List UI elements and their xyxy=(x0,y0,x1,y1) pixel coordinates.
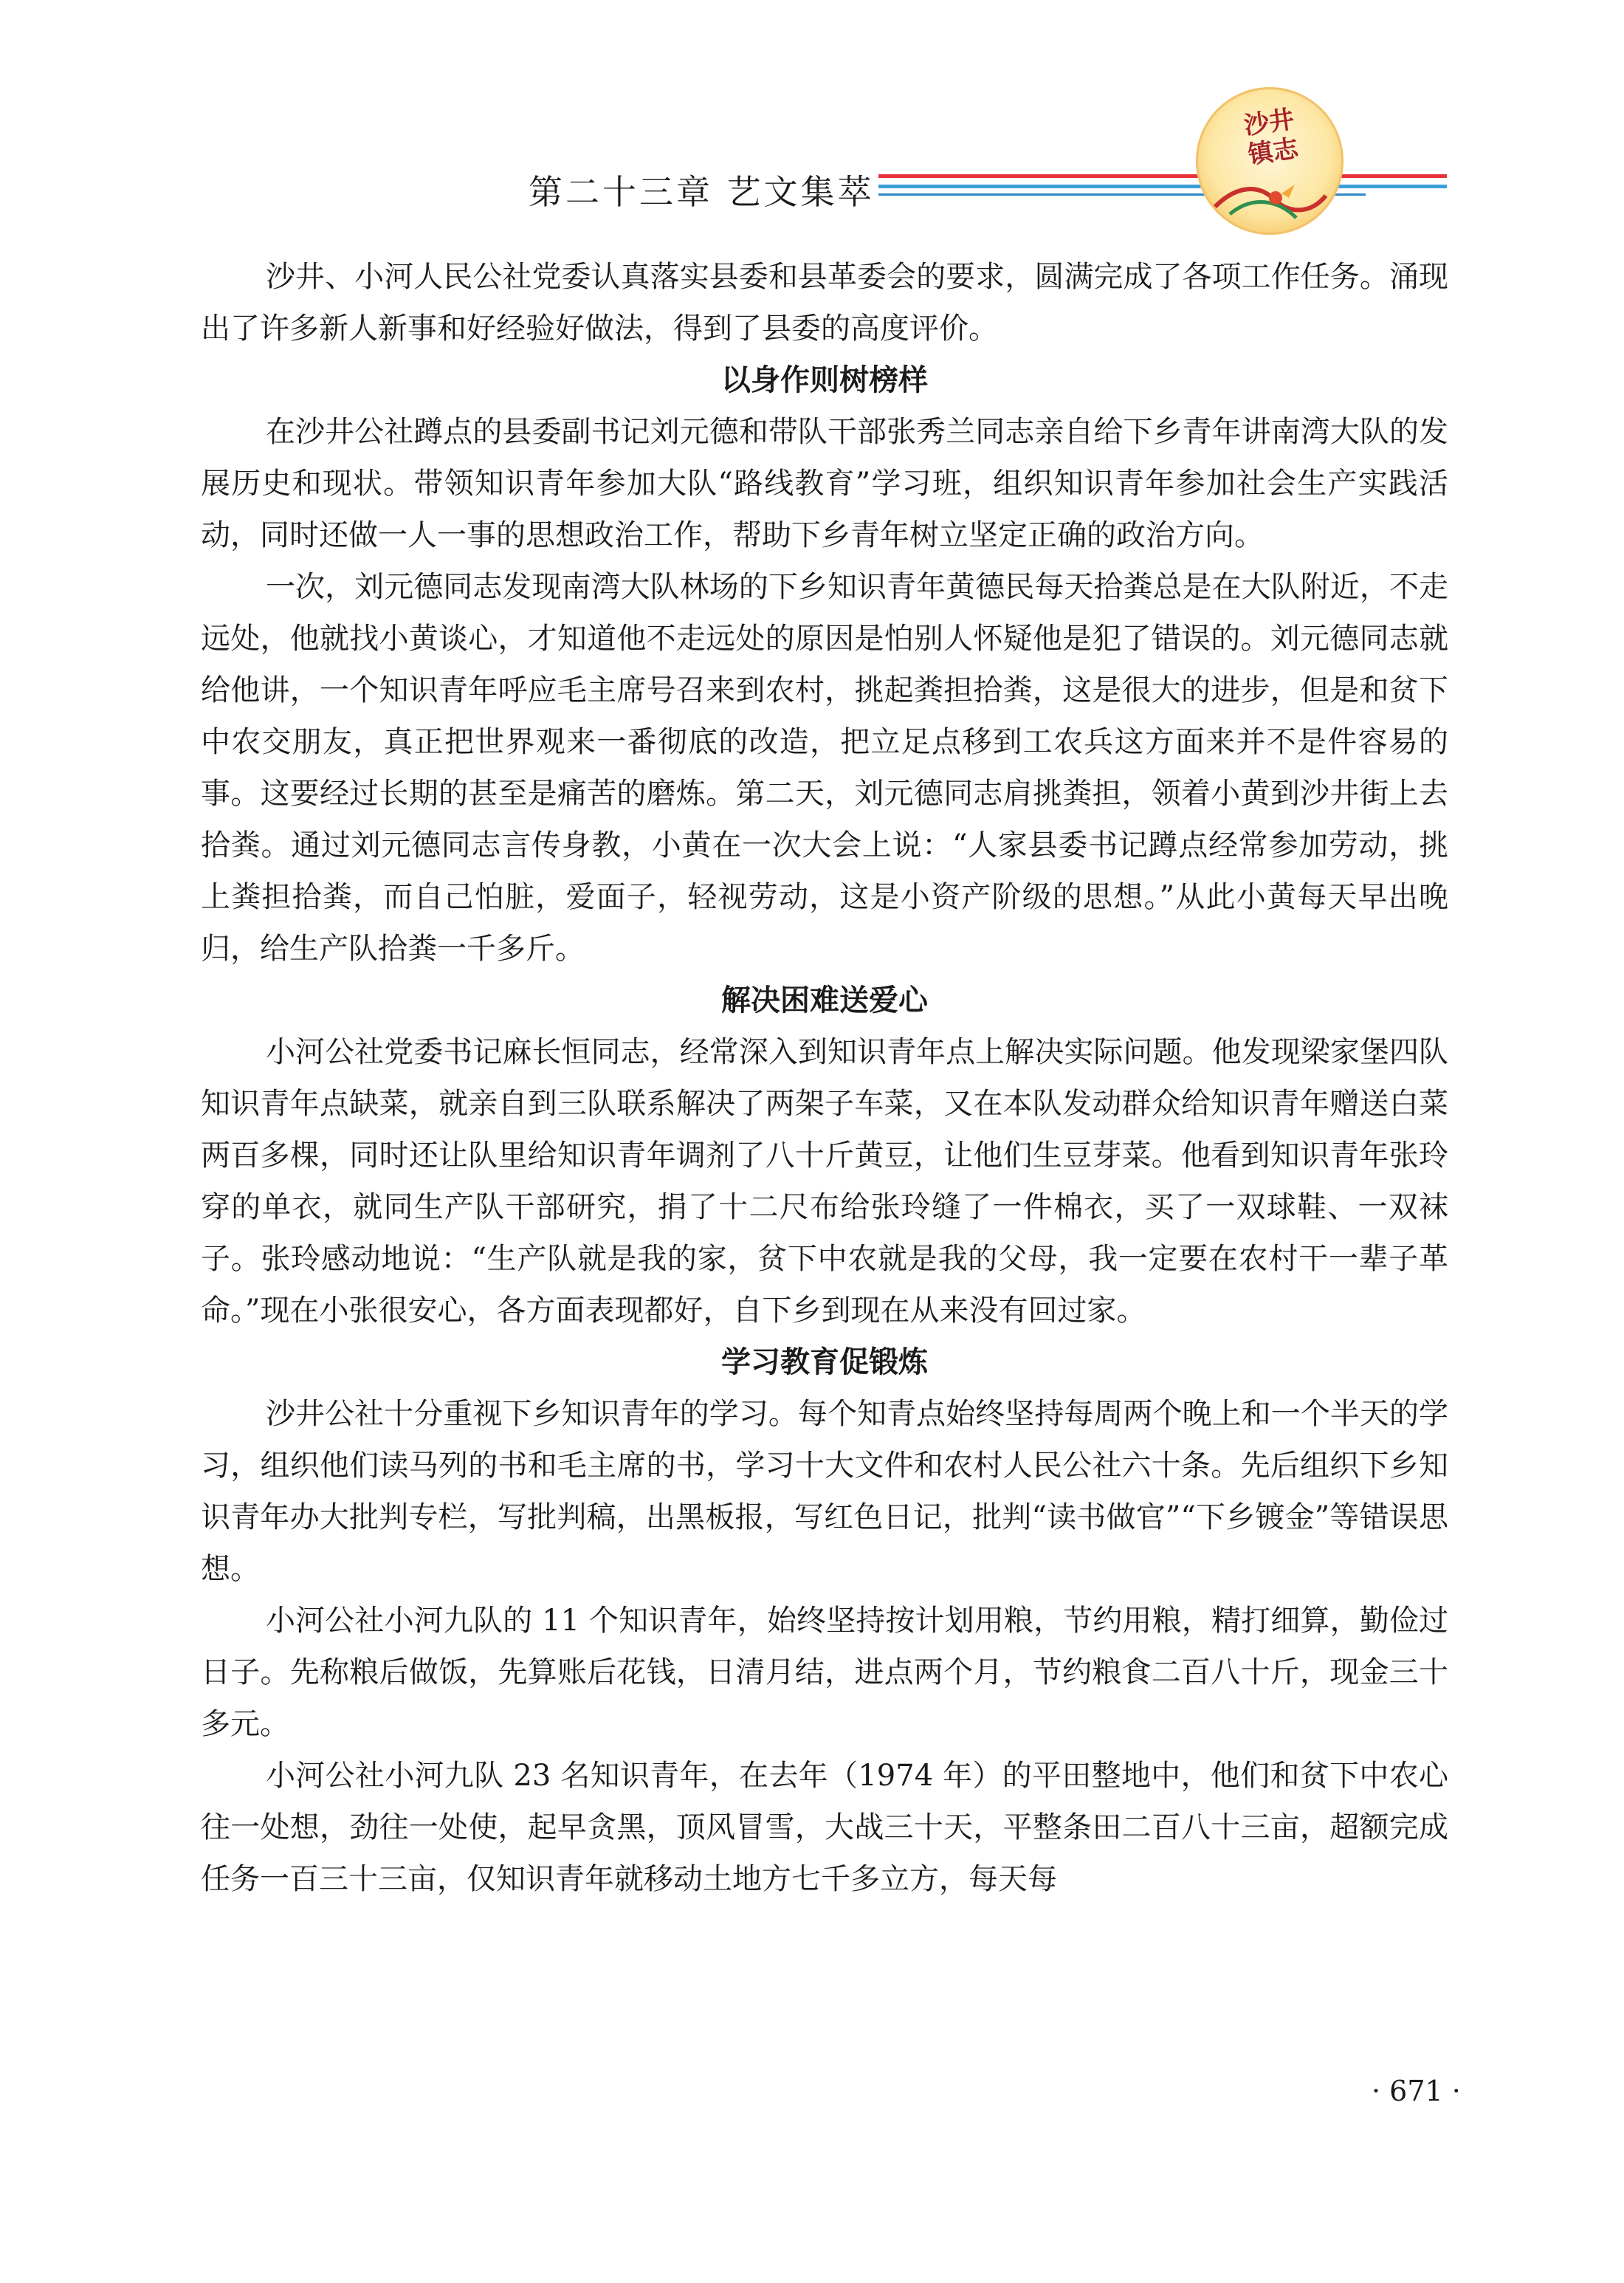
seal-text: 沙井镇志 xyxy=(1242,104,1301,171)
paragraph: 一次，刘元德同志发现南湾大队林场的下乡知识青年黄德民每天拾粪总是在大队附近，不走远处，他就找小黄谈心，才知道他不走远处的原因是怕别人怀疑他是犯了错误的。刘元德同志就给他讲，一个知识青年呼应毛主席号召来到农村，挑起粪担拾粪，这是很大的进步，但是和贫下中农交朋友，真正把世界观来一番彻底的改造，把立足点移到工农兵这方面来并不是件容易的事。这要经过长期的甚至是痛苦的磨炼。第二天，刘元德同志肩挑粪担，领着小黄到沙井街上去拾粪。通过刘元德同志言传身教，小黄在一次大会上说：“人家县委书记蹲点经常参加劳动，挑上粪担拾粪，而自己怕脏，爱面子，轻视劳动，这是小资产阶级的思想。”从此小黄每天早出晚归，给生产队拾粪一千多斤。 xyxy=(201,570,1448,966)
paragraph: 沙井、小河人民公社党委认真落实县委和县革委会的要求，圆满完成了各项工作任务。涌现出了许多新人新事和好经验好做法，得到了县委的高度评价。 xyxy=(201,260,1448,346)
paragraph: 在沙井公社蹲点的县委副书记刘元德和带队干部张秀兰同志亲自给下乡青年讲南湾大队的发展历史和现状。带领知识青年参加大队“路线教育”学习班，组织知识青年参加社会生产实践活动，同时还做一人一事的思想政治工作，帮助下乡青年树立坚定正确的政治方向。 xyxy=(201,415,1448,552)
paragraph: 小河公社小河九队的 11 个知识青年，始终坚持按计划用粮，节约用粮，精打细算，勤俭过日子。先称粮后做饭，先算账后花钱，日清月结，进点两个月，节约粮食二百八十斤，现金三十多元。 xyxy=(201,1604,1448,1741)
header-rule-red xyxy=(878,174,1447,178)
section-heading: 以身作则树榜样 xyxy=(721,363,928,397)
section-heading: 解决困难送爱心 xyxy=(721,983,928,1017)
page-body xyxy=(201,251,1448,1905)
section-heading: 学习教育促锻炼 xyxy=(721,1345,928,1379)
paragraph: 沙井公社十分重视下乡知识青年的学习。每个知青点始终坚持每周两个晚上和一个半天的学习，组织他们读马列的书和毛主席的书，学习十大文件和农村人民公社六十条。先后组织下乡知识青年办大批判专栏，写批判稿，出黑板报，写红色日记，批判“读书做官”“下乡镀金”等错误思想。 xyxy=(201,1397,1448,1586)
page-number: · 671 · xyxy=(1372,2075,1461,2107)
town-gazetteer-seal-logo xyxy=(1196,87,1343,235)
header-rule-blue xyxy=(878,185,1447,188)
chapter-title: 第二十三章 艺文集萃 xyxy=(529,172,875,212)
phoenix-icon xyxy=(1208,155,1333,229)
paragraph: 小河公社小河九队 23 名知识青年，在去年（1974 年）的平田整地中，他们和贫下中农心往一处想，劲往一处使，起早贪黑，顶风冒雪，大战三十天，平整条田二百八十三亩，超额完成任务一百三十三亩，仅知识青年就移动土地方七千多立方，每天每 xyxy=(201,1759,1448,1896)
paragraph: 小河公社党委书记麻长恒同志，经常深入到知识青年点上解决实际问题。他发现梁家堡四队知识青年点缺菜，就亲自到三队联系解决了两架子车菜，又在本队发动群众给知识青年赠送白菜两百多棵，同时还让队里给知识青年调剂了八十斤黄豆，让他们生豆芽菜。他看到知识青年张玲穿的单衣，就同生产队干部研究，捐了十二尺布给张玲缝了一件棉衣，买了一双球鞋、一双袜子。张玲感动地说：“生产队就是我的家，贫下中农就是我的父母，我一定要在农村干一辈子革命。”现在小张很安心，各方面表现都好，自下乡到现在从来没有回过家。 xyxy=(201,1035,1448,1328)
